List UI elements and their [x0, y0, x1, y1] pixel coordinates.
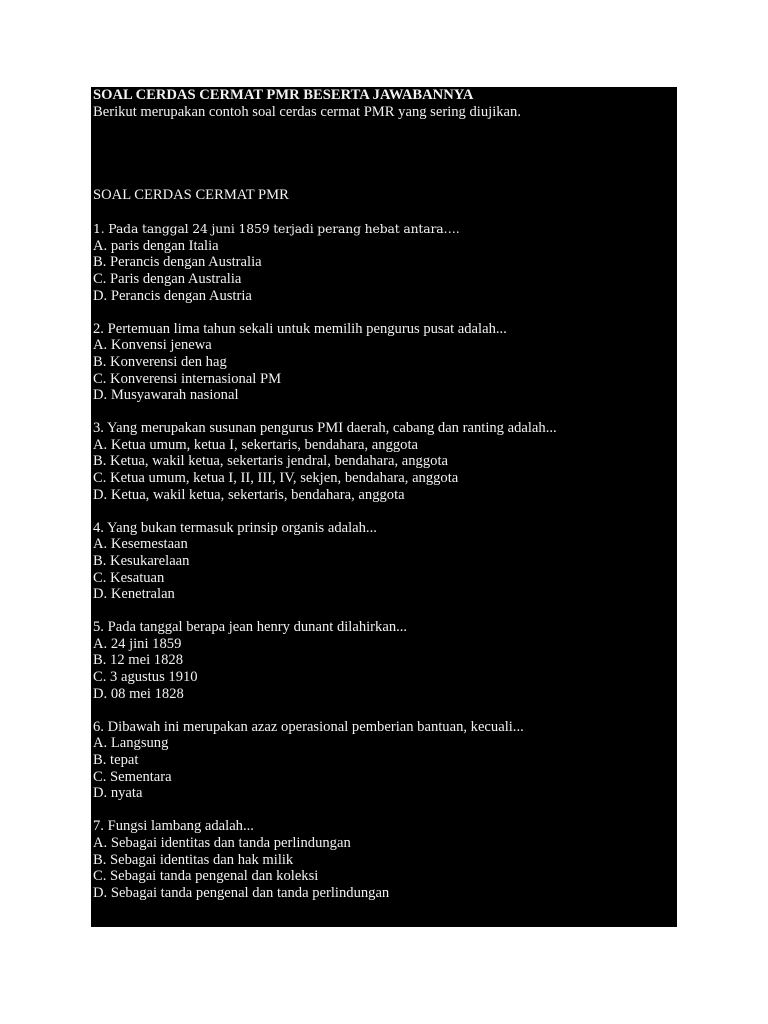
question-1 [93, 221, 557, 305]
option-c: C. Ketua umum, ketua I, II, III, IV, sekjen, bendahara, anggota [93, 470, 459, 487]
question-text: 5. Pada tanggal berapa jean henry dunant dilahirkan... [93, 619, 408, 636]
question-text: 3. Yang merupakan susunan pengurus PMI daerah, cabang dan ranting adalah... [93, 420, 557, 437]
question-text: 7. Fungsi lambang adalah... [93, 818, 254, 835]
option-d: D. nyata [93, 785, 143, 802]
option-a: A. Konvensi jenewa [93, 337, 212, 354]
question-3 [93, 420, 557, 504]
question-text: 4. Yang bukan termasuk prinsip organis adalah... [93, 519, 377, 536]
question-4 [93, 520, 557, 604]
option-c: C. Kesatuan [93, 569, 165, 586]
option-b: B. Konverensi den hag [93, 353, 227, 370]
option-b: B. tepat [93, 751, 139, 768]
option-d: D. Perancis dengan Austria [93, 287, 252, 304]
question-2 [93, 321, 557, 405]
option-b: B. Kesukarelaan [93, 552, 190, 569]
option-c: C. Sementara [93, 768, 172, 785]
section-heading: SOAL CERDAS CERMAT PMR [93, 187, 289, 203]
option-c: C. Konverensi internasional PM [93, 370, 282, 387]
document-title: SOAL CERDAS CERMAT PMR BESERTA JAWABANNYA [93, 87, 474, 103]
question-6 [93, 719, 557, 803]
option-d: D. Ketua, wakil ketua, sekertaris, bendahara, anggota [93, 486, 405, 503]
question-7 [93, 818, 557, 902]
question-list [93, 221, 557, 918]
option-a: A. Ketua umum, ketua I, sekertaris, bendahara, anggota [93, 436, 418, 453]
option-a: A. Langsung [93, 735, 169, 752]
option-d: D. Kenetralan [93, 586, 175, 603]
question-5 [93, 619, 557, 703]
document-subtitle: Berikut merupakan contoh soal cerdas cermat PMR yang sering diujikan. [93, 103, 521, 120]
option-b: B. Ketua, wakil ketua, sekertaris jendral, bendahara, anggota [93, 453, 448, 470]
option-c: C. Sebagai tanda pengenal dan koleksi [93, 868, 319, 885]
option-d: D. Sebagai tanda pengenal dan tanda perlindungan [93, 884, 390, 901]
option-b: B. 12 mei 1828 [93, 652, 183, 669]
option-b: B. Perancis dengan Australia [93, 254, 262, 271]
option-b: B. Sebagai identitas dan hak milik [93, 851, 294, 868]
option-d: D. Musyawarah nasional [93, 387, 239, 404]
question-text: 1. Pada tanggal 24 juni 1859 terjadi perang hebat antara…. [93, 221, 460, 236]
option-a: A. Sebagai identitas dan tanda perlindungan [93, 834, 351, 851]
option-a: A. paris dengan Italia [93, 237, 219, 254]
question-text: 2. Pertemuan lima tahun sekali untuk memilih pengurus pusat adalah... [93, 320, 507, 337]
option-a: A. Kesemestaan [93, 536, 188, 553]
option-d: D. 08 mei 1828 [93, 685, 184, 702]
option-a: A. 24 jini 1859 [93, 635, 182, 652]
option-c: C. Paris dengan Australia [93, 271, 242, 288]
document-page [91, 87, 677, 927]
question-text: 6. Dibawah ini merupakan azaz operasional pemberian bantuan, kecuali... [93, 718, 524, 735]
option-c: C. 3 agustus 1910 [93, 669, 198, 686]
